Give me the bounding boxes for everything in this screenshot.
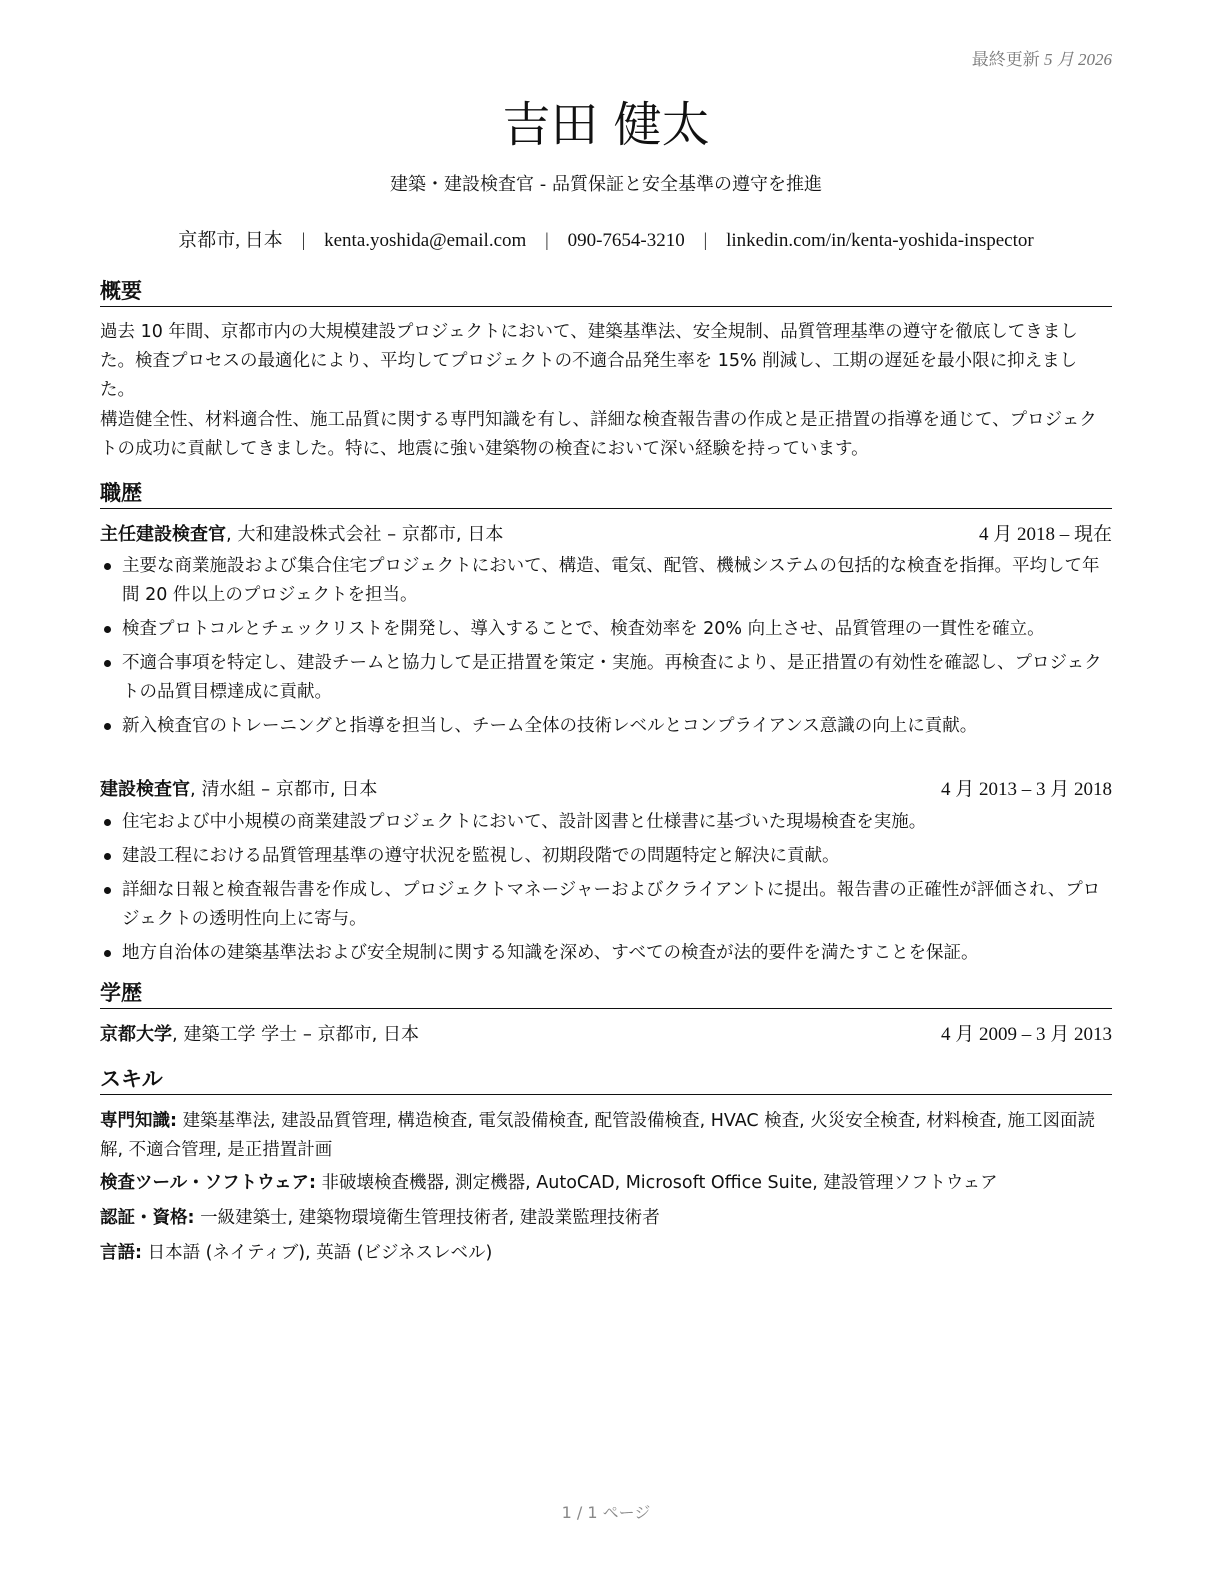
education-entry	[100, 1022, 1112, 1048]
skill-label: 検査ツール・ソフトウェア:	[100, 1173, 316, 1193]
list-item: 建設工程における品質管理基準の遵守状況を監視し、初期段階での問題特定と解決に貢献。	[100, 842, 1112, 871]
job-date: 4 月 2013 – 3 月 2018	[940, 779, 1112, 800]
section-title-education: 学歴	[100, 980, 1112, 1009]
section-title-skills: スキル	[100, 1066, 1112, 1095]
skill-value: 非破壊検査機器, 測定機器, AutoCAD, Microsoft Office Suite, 建設管理ソフトウェア	[315, 1173, 998, 1193]
skill-line	[100, 1169, 1112, 1198]
list-item: 不適合事項を特定し、建設チームと協力して是正措置を策定・実施。再検査により、是正措置の有効性を確認し、プロジェクトの品質目標達成に貢献。	[100, 649, 1112, 707]
contact-separator: |	[703, 230, 708, 251]
contact-separator: |	[545, 230, 549, 251]
list-item: 検査プロトコルとチェックリストを開発し、導入することで、検査効率を 20% 向上させ、品質管理の一貫性を確立。	[100, 615, 1112, 644]
job-bullets	[100, 552, 1112, 746]
skill-label: 専門知識:	[100, 1111, 177, 1131]
tagline: 建築・建設検査官 - 品質保証と安全基準の遵守を推進	[390, 174, 822, 195]
contact-location: 京都市, 日本	[178, 230, 283, 251]
summary-paragraph: 過去 10 年間、京都市内の大規模建設プロジェクトにおいて、建築基準法、安全規制、品質管理基準の遵守を徹底してきました。検査プロセスの最適化により、平均してプロジェクトの不適合品発生率を 15% 削減し、工期の遅延を最小限に抑えました。	[100, 322, 1078, 400]
contact-separator: |	[301, 230, 306, 251]
school-name: 京都大学	[100, 1024, 172, 1045]
job-bullets	[100, 808, 1112, 973]
last-updated-date: 5 月 2026	[1044, 50, 1112, 69]
list-item: 詳細な日報と検査報告書を作成し、プロジェクトマネージャーおよびクライアントに提出。報告書の正確性が評価され、プロジェクトの透明性向上に寄与。	[100, 876, 1112, 934]
list-item: 主要な商業施設および集合住宅プロジェクトにおいて、構造、電気、配管、機械システムの包括的な検査を指揮。平均して年間 20 件以上のプロジェクトを担当。	[100, 552, 1112, 610]
skill-line	[100, 1204, 1112, 1233]
contact-line	[100, 225, 1112, 252]
skill-line	[100, 1107, 1112, 1165]
list-item: 地方自治体の建築基準法および安全規制に関する知識を深め、すべての検査が法的要件を満たすことを保証。	[100, 939, 1112, 968]
degree: , 建築工学 学士 – 京都市, 日本	[172, 1024, 420, 1045]
job-header	[100, 522, 1112, 548]
resume-page	[100, 0, 1112, 1584]
skill-label: 認証・資格:	[100, 1208, 195, 1228]
job-date: 4 月 2018 – 現在	[978, 524, 1112, 545]
education-date: 4 月 2009 – 3 月 2013	[940, 1024, 1112, 1045]
skill-value: 建築基準法, 建設品質管理, 構造検査, 電気設備検査, 配管設備検査, HVAC 検査, 火災安全検査, 材料検査, 施工図面読解, 不適合管理, 是正措置計画	[100, 1111, 1096, 1160]
section-title-summary: 概要	[100, 278, 1112, 307]
last-updated	[972, 45, 1112, 70]
contact-linkedin[interactable]: linkedin.com/in/kenta-yoshida-inspector	[726, 230, 1034, 251]
job-role: 建設検査官	[100, 779, 190, 800]
list-item: 住宅および中小規模の商業建設プロジェクトにおいて、設計図書と仕様書に基づいた現場検査を実施。	[100, 808, 1112, 837]
skill-label: 言語:	[100, 1243, 142, 1263]
job-company: , 大和建設株式会社 – 京都市, 日本	[226, 524, 504, 545]
contact-phone[interactable]: 090-7654-3210	[567, 230, 685, 251]
person-name: 吉田 健太	[502, 97, 710, 153]
skill-line	[100, 1239, 1112, 1268]
summary-paragraph: 構造健全性、材料適合性、施工品質に関する専門知識を有し、詳細な検査報告書の作成と是正措置の指導を通じて、プロジェクトの成功に貢献してきました。特に、地震に強い建築物の検査において深い経験を持っています。	[100, 410, 1097, 459]
list-item: 新入検査官のトレーニングと指導を担当し、チーム全体の技術レベルとコンプライアンス意識の向上に貢献。	[100, 712, 1112, 741]
job-role: 主任建設検査官	[100, 524, 226, 545]
skill-value: 日本語 (ネイティブ), 英語 (ビジネスレベル)	[142, 1243, 493, 1263]
job-company: , 清水組 – 京都市, 日本	[190, 779, 378, 800]
contact-email[interactable]: kenta.yoshida@email.com	[324, 230, 527, 251]
last-updated-label: 最終更新	[971, 50, 1040, 69]
job-header	[100, 777, 1112, 803]
section-title-experience: 職歴	[100, 480, 1112, 509]
skill-value: 一級建築士, 建築物環境衛生管理技術者, 建設業監理技術者	[194, 1208, 660, 1228]
page-number: 1 / 1 ページ	[561, 1503, 651, 1522]
